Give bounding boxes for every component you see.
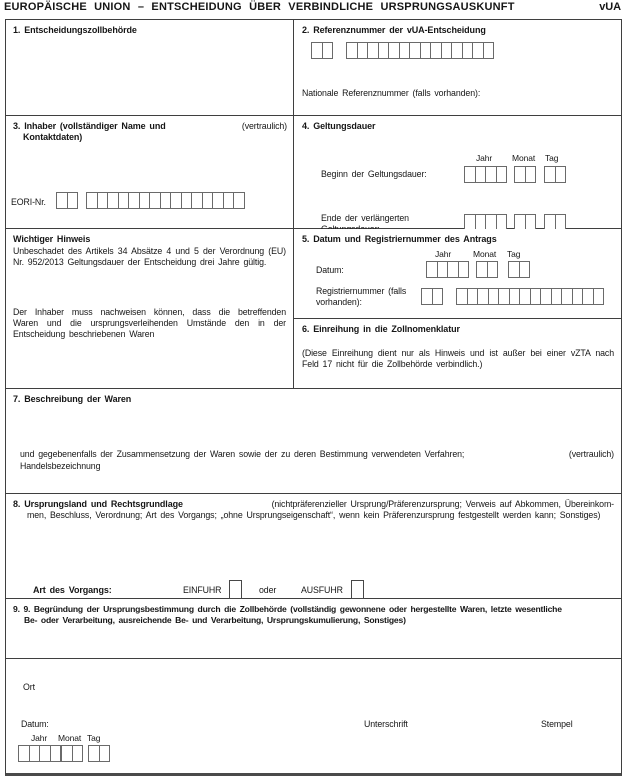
fill-in-cell [72, 745, 84, 762]
trade-name-label: Handelsbezeichnung [20, 461, 101, 471]
section-7-noterow [20, 449, 614, 460]
registration-number-label-line1: Registriernummer (falls [316, 286, 407, 296]
day-header: Tag [507, 249, 521, 259]
day-header: Tag [545, 153, 559, 163]
section-5-antrag [294, 229, 621, 319]
signature-year-cells[interactable] [18, 745, 61, 762]
signature-area[interactable] [346, 731, 486, 767]
section-7-label: 7. Beschreibung der Waren [13, 394, 132, 404]
holder-input-area[interactable] [8, 146, 291, 188]
fill-in-cell [555, 166, 567, 183]
application-date-label: Datum: [316, 265, 344, 275]
or-label: oder [259, 585, 277, 595]
fill-in-cell [519, 261, 531, 278]
place-input-area[interactable] [46, 677, 296, 695]
ref-country-cells[interactable] [311, 42, 333, 59]
section-3-label: 3. Inhaber (vollständiger Name und [13, 121, 166, 131]
begin-year-cells[interactable] [464, 166, 507, 183]
year-header: Jahr [435, 249, 452, 259]
import-checkbox[interactable] [229, 580, 242, 599]
begin-month-cells[interactable] [514, 166, 536, 183]
fill-in-cell [322, 42, 334, 59]
year-header: Jahr [31, 733, 48, 743]
eori-label: EORI-Nr. [11, 197, 46, 207]
fill-in-cell [487, 261, 499, 278]
validity-end-label-line1: Ende der verlängerten [321, 213, 409, 223]
section-3-label-line2: Kontaktdaten) [23, 132, 83, 142]
section-9-label-line2: Be- oder Verarbeitung, ausreichende Be- und Verarbeitung, Ursprungskumulierung, Sonstiges) [24, 614, 406, 625]
section-3-header [13, 121, 287, 132]
ref-number-cells[interactable] [346, 42, 494, 59]
place-label: Ort [23, 682, 35, 692]
year-header: Jahr [476, 153, 493, 163]
section-7-description-note: und gegebenenfalls der Zusammensetzung der Waren sowie der zu deren Bestimmung verwendeten Verfahren; [20, 449, 465, 459]
signature-day-cells[interactable] [88, 745, 110, 762]
month-header: Monat [512, 153, 536, 163]
fill-in-cell [67, 192, 79, 209]
registration-number-label-line2: vorhanden): [316, 297, 362, 307]
export-label: AUSFUHR [301, 585, 343, 595]
section-6-einreihung [294, 319, 621, 389]
fill-in-cell [483, 42, 495, 59]
important-note-para1: Unbeschadet des Artikels 34 Absätze 4 und 5 der Verordnung (EU) Nr. 952/2013 Geltungsdauer der Entscheidung drei Jahre gültig. [13, 246, 286, 267]
form-grid [5, 19, 622, 776]
section-8-paren-line2: men, Beschluss, Verordnung; Art des Vorgangs; „ohne Ursprungseigenschaft“, wenn kein Präferenzursprung festgestellt werden kann; Sonstiges) [27, 510, 601, 520]
important-note-para2: Der Inhaber muss nachweisen können, dass die betreffenden Waren und die ursprungsverleihenden Umstände den in der Entscheidung beschriebenen Waren [13, 307, 286, 339]
important-note-section [6, 229, 294, 389]
application-month-cells[interactable] [476, 261, 498, 278]
form-header [4, 1, 621, 17]
fill-in-cell [458, 261, 470, 278]
section-2-referenznummer [294, 20, 621, 116]
section-9-label [13, 604, 615, 625]
import-label: EINFUHR [183, 585, 222, 595]
section-1-label: 1. Entscheidungszollbehörde [13, 25, 137, 35]
goods-description-input-area[interactable] [8, 409, 619, 445]
validity-begin-label: Beginn der Geltungsdauer: [321, 169, 427, 179]
transaction-type-label: Art des Vorgangs: [33, 585, 112, 595]
section-8-label: 8. Ursprungsland und Rechtsgrundlage [13, 499, 183, 509]
fill-in-cell [525, 166, 537, 183]
month-header: Monat [58, 733, 82, 743]
registration-number-label [316, 286, 406, 308]
signature-section [6, 659, 621, 773]
eori-number-cells[interactable] [86, 192, 245, 209]
section-7-confidential: (vertraulich) [568, 449, 614, 459]
section-7-warenbeschreibung [6, 389, 621, 494]
national-ref-label: Nationale Referenznummer (falls vorhanden): [302, 88, 481, 98]
form-code: vUA [599, 1, 621, 13]
day-header: Tag [87, 733, 101, 743]
section-4-geltungsdauer [294, 116, 621, 229]
fill-in-cell [99, 745, 111, 762]
registration-country-cells[interactable] [421, 288, 443, 305]
deciding-authority-input-area[interactable] [8, 40, 291, 113]
section-3-confidential: (vertraulich) [241, 121, 287, 131]
eori-country-cells[interactable] [56, 192, 78, 209]
application-day-cells[interactable] [508, 261, 530, 278]
registration-number-cells[interactable] [456, 288, 604, 305]
fill-in-cell [432, 288, 444, 305]
application-year-cells[interactable] [426, 261, 469, 278]
section-2-label: 2. Referenznummer der vUA-Entscheidung [302, 25, 486, 35]
section-8-headerrow [13, 499, 614, 510]
section-4-label: 4. Geltungsdauer [302, 121, 376, 131]
national-ref-input-area[interactable] [524, 84, 616, 100]
section-8-ursprungsland [6, 494, 621, 599]
section-9-begruendung [6, 599, 621, 659]
stamp-label: Stempel [541, 719, 573, 729]
stamp-area[interactable] [526, 731, 616, 767]
section-8-paren-line1: (nichtpräferenzieller Ursprung/Präferenzursprung; Verweis auf Abkommen, Übereinkom- [271, 499, 614, 509]
important-note-title: Wichtiger Hinweis [13, 234, 91, 244]
origin-legal-basis-input-area[interactable] [8, 526, 619, 556]
section-9-label-line1: 9. 9. Begründung der Ursprungsbestimmung durch die Zollbehörde (vollständig gewonnene oder hergestellte Waren, letzte wesentliche [13, 604, 562, 614]
section-6-label: 6. Einreihung in die Zollnomenklatur [302, 324, 460, 334]
section-1-entscheidungszollbehoerde [6, 20, 294, 116]
section-3-inhaber [6, 116, 294, 229]
signature-month-cells[interactable] [61, 745, 83, 762]
section-6-note: (Diese Einreihung dient nur als Hinweis und ist außer bei einer vZTA nach Feld 17 nicht für die Zollbehörde verbindlich.) [302, 348, 614, 369]
month-header: Monat [473, 249, 497, 259]
fill-in-cell [496, 166, 508, 183]
export-checkbox[interactable] [351, 580, 364, 599]
fill-in-cell [233, 192, 245, 209]
fill-in-cell [593, 288, 605, 305]
fill-in-cell [50, 745, 62, 762]
begin-day-cells[interactable] [544, 166, 566, 183]
form-title: EUROPÄISCHE UNION – ENTSCHEIDUNG ÜBER VERBINDLICHE URSPRUNGSAUSKUNFT [4, 1, 515, 13]
date-label: Datum: [21, 719, 49, 729]
signature-label: Unterschrift [364, 719, 408, 729]
section-5-label: 5. Datum und Registriernummer des Antrags [302, 234, 497, 244]
origin-reasoning-input-area[interactable] [8, 629, 619, 656]
